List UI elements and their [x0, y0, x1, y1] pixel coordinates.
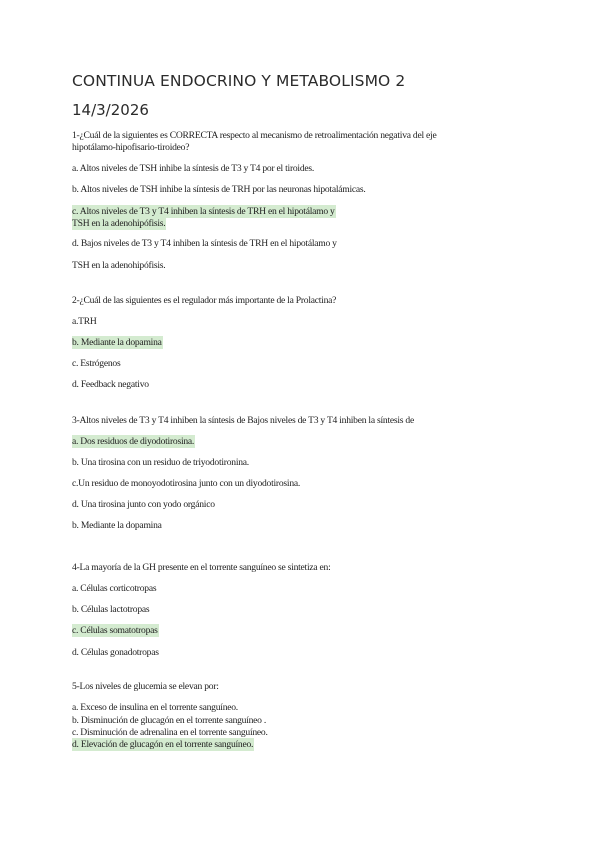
- document-title: CONTINUA ENDOCRINO Y METABOLISMO 2: [72, 72, 406, 90]
- question-5-option-b: b. Disminución de glucagón en el torrente sanguíneo .: [72, 715, 267, 726]
- question-2-option-a: a.TRH: [72, 316, 97, 327]
- correct-answer-highlight: c. Células somatotropas: [72, 625, 158, 636]
- correct-answer-highlight: a. Dos residuos de diyodotirosina.: [72, 436, 195, 447]
- question-1-option-d-line-1: d. Bajos niveles de T3 y T4 inhiben la síntesis de TRH en el hipotálamo y: [72, 238, 337, 249]
- question-1-option-b: b. Altos niveles de TSH inhibe la síntesis de TRH por las neuronas hipotalámicas.: [72, 184, 366, 195]
- question-3-option-b: b. Una tirosina con un residuo de triyodotironina.: [72, 457, 249, 468]
- question-2-option-d: d. Feedback negativo: [72, 379, 149, 390]
- question-5-option-c: c. Disminución de adrenalina en el torrente sanguíneo.: [72, 727, 268, 738]
- correct-answer-highlight: b. Mediante la dopamina: [72, 337, 162, 348]
- question-3-option-d: d. Una tirosina junto con yodo orgánico: [72, 499, 215, 510]
- question-4-option-d: d. Células gonadotropas: [72, 647, 159, 658]
- question-4-option-b: b. Células lactotropas: [72, 604, 150, 615]
- question-1-text-line-2: hipotálamo-hipofisario-tiroideo?: [72, 142, 190, 153]
- question-3-option-c: c.Un residuo de monoyodotirosina junto con un diyodotirosina.: [72, 478, 301, 489]
- question-2-option-b: [72, 337, 163, 349]
- document-date: 14/3/2026: [72, 101, 149, 119]
- question-1-option-a: a. Altos niveles de TSH inhibe la síntesis de T3 y T4 por el tiroides.: [72, 163, 315, 174]
- question-1-text-line-1: 1-¿Cuál de la siguientes es CORRECTA respecto al mecanismo de retroalimentación negativa del eje: [72, 130, 437, 141]
- correct-answer-highlight: c. Altos niveles de T3 y T4 inhiben la síntesis de TRH en el hipotálamo y: [72, 206, 335, 217]
- question-2-text: 2-¿Cuál de las siguientes es el regulador más importante de la Prolactina?: [72, 295, 337, 306]
- question-5-text: 5-Los niveles de glucemia se elevan por:: [72, 681, 219, 692]
- question-5-option-d: [72, 739, 254, 751]
- question-1-option-c-line-2: [72, 218, 166, 230]
- question-3-option-extra: b. Mediante la dopamina: [72, 520, 162, 531]
- question-2-option-c: c. Estrógenos: [72, 358, 121, 369]
- question-1-option-d-line-2: TSH en la adenohipófisis.: [72, 260, 166, 271]
- question-4-option-a: a. Células corticotropas: [72, 583, 157, 594]
- correct-answer-highlight: TSH en la adenohipófisis.: [72, 218, 166, 229]
- question-5-option-a: a. Exceso de insulina en el torrente sanguíneo.: [72, 702, 238, 713]
- correct-answer-highlight: d. Elevación de glucagón en el torrente sanguíneo.: [72, 739, 254, 750]
- question-3-text: 3-Altos niveles de T3 y T4 inhiben la síntesis de Bajos niveles de T3 y T4 inhiben la síntesis de: [72, 415, 414, 426]
- question-3-option-a: [72, 436, 195, 448]
- question-4-text: 4-La mayoría de la GH presente en el torrente sanguíneo se sintetiza en:: [72, 562, 331, 573]
- question-4-option-c: [72, 625, 159, 637]
